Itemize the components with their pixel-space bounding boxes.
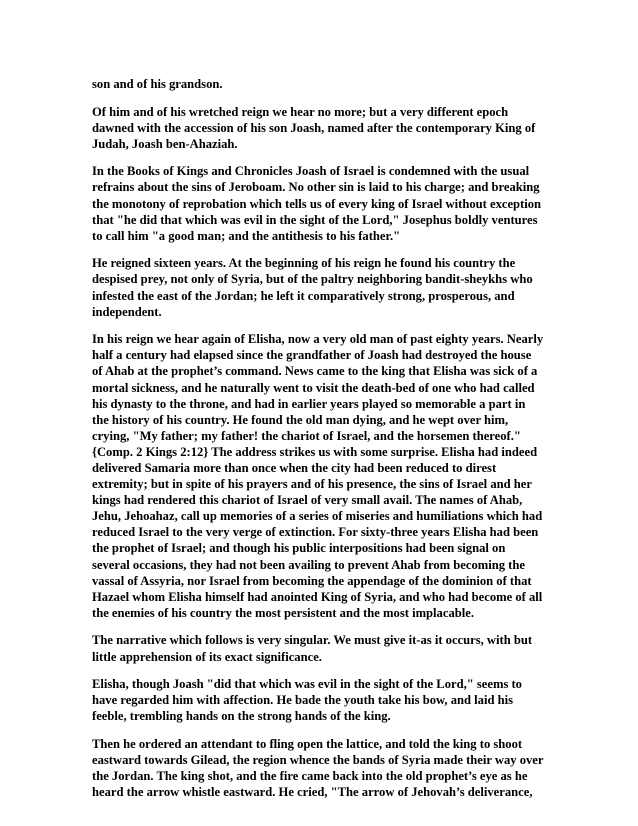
text-line: In his reign we hear again of Elisha, now a very old man of past eighty years. Nearly [92,332,544,347]
text-line: the prophet of Israel; and though his public interpositions had been signal on [92,541,506,556]
text-line: delivered Samaria more than once when the city had been reduced to direst [92,460,497,475]
paragraph [92,736,550,800]
text-line: dawned with the accession of his son Joash, named after the contemporary King of [92,120,536,135]
text-line: his dynasty to the throne, and had in earlier years played so memorable a part in [92,396,526,411]
text-line: vassal of Assyria, nor Israel from becoming the appendage of the dominion of that [92,573,532,588]
text-line: eastward towards Gilead, the region whence the bands of Syria made their way over [92,752,544,767]
text-line: the enemies of his country the most persistent and the most implacable. [92,605,474,620]
text-line: Of him and of his wretched reign we hear no more; but a very different epoch [92,104,509,119]
paragraph [92,163,550,243]
text-line: feeble, trembling hands on the strong hands of the king. [92,709,391,724]
text-line: He reigned sixteen years. At the beginning of his reign he found his country the [92,256,516,271]
text-line: kings had rendered this chariot of Israel of very small avail. The names of Ahab, [92,493,523,508]
paragraph [92,676,550,724]
text-line: several occasions, they had not been availing to prevent Ahab from becoming the [92,557,525,572]
paragraph [92,255,550,319]
text-line: In the Books of Kings and Chronicles Joash of Israel is condemned with the usual [92,164,530,179]
text-line: independent. [92,304,162,319]
text-line: of Ahab at the prophet’s command. News came to the king that Elisha was sick of a [92,364,538,379]
text-line: the monotony of reprobation which tells us of every king of Israel without exception [92,196,542,211]
paragraph [92,76,550,92]
text-line: refrains about the sins of Jeroboam. No other sin is laid to his charge; and breaking [92,180,540,195]
text-line: The narrative which follows is very singular. We must give it-as it occurs, with but [92,633,533,648]
text-line: crying, "My father; my father! the chariot of Israel, and the horsemen thereof." [92,428,521,443]
text-line: that "he did that which was evil in the sight of the Lord," Josephus boldly ventures [92,212,538,227]
text-line: to call him "a good man; and the antithesis to his father." [92,228,401,243]
text-line: {Comp. 2 Kings 2:12} The address strikes us with some surprise. Elisha had indeed [92,444,538,459]
text-line: half a century had elapsed since the grandfather of Joash had destroyed the house [92,348,532,363]
text-line: the history of his country. He found the old man dying, and he wept over him, [92,412,509,427]
text-line: mortal sickness, and he naturally went to visit the death-bed of one who had called [92,380,535,395]
text-line: extremity; but in spite of his prayers and of his presence, the sins of Israel and her [92,477,532,492]
text-line: the Jordan. The king shot, and the fire came back into the old prophet’s eye as he [92,769,528,784]
text-line: have regarded him with affection. He bade the youth take his bow, and laid his [92,693,513,708]
paragraph [92,331,550,621]
text-line: reduced Israel to the very verge of extinction. For sixty-three years Elisha had been [92,525,539,540]
text-line: Hazael whom Elisha himself had anointed King of Syria, and who had become of all [92,589,543,604]
text-line: Judah, Joash ben-Ahaziah. [92,136,238,151]
text-line: heard the arrow whistle eastward. He cried, "The arrow of Jehovah’s deliverance, [92,785,533,800]
text-line: Then he ordered an attendant to fling open the lattice, and told the king to shoot [92,736,523,751]
document-body [92,76,550,812]
text-line: little apprehension of its exact significance. [92,649,322,664]
text-line: Jehu, Jehoahaz, call up memories of a series of miseries and humiliations which had [92,509,543,524]
text-line: infested the east of the Jordan; he left it comparatively strong, prosperous, and [92,288,515,303]
paragraph [92,632,550,664]
paragraph [92,104,550,152]
text-line: despised prey, not only of Syria, but of the paltry neighboring bandit-sheykhs who [92,272,533,287]
text-line: Elisha, though Joash "did that which was evil in the sight of the Lord," seems to [92,677,522,692]
text-line: son and of his grandson. [92,77,223,91]
